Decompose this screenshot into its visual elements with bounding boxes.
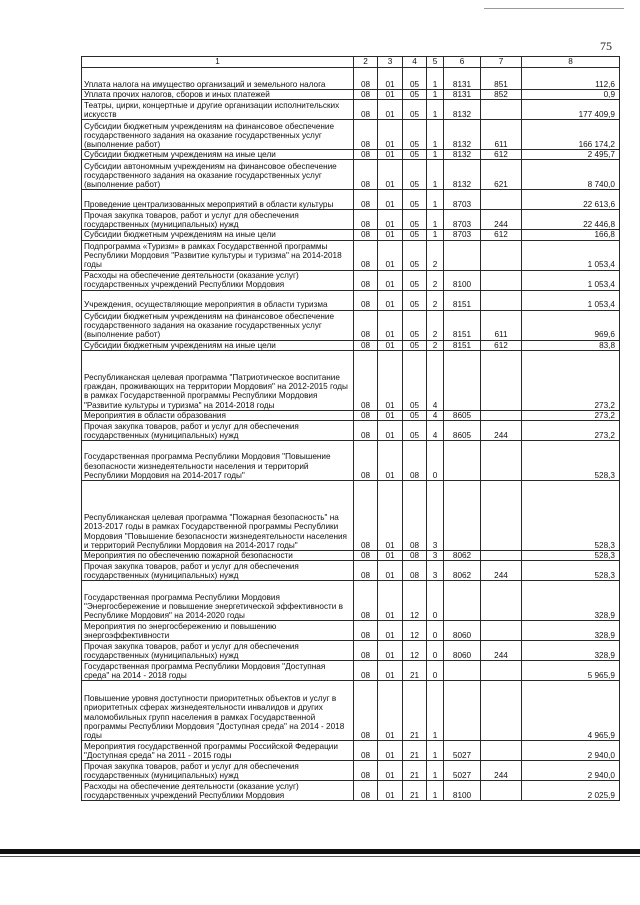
subsection-code-cell: 01	[378, 761, 403, 781]
row-name-cell: Прочая закупка товаров, работ и услуг для обеспечения государственных (муниципальных) нужд	[82, 561, 354, 581]
expense-type-code-cell: 851	[481, 68, 522, 90]
table-row	[82, 421, 620, 441]
target-item-code-cell: 8151	[444, 290, 481, 310]
subprogram-code-cell: 3	[427, 481, 444, 551]
program-code-cell: 08	[403, 441, 427, 481]
program-code-cell: 05	[403, 421, 427, 441]
row-name-cell: Мероприятия государственной программы Российской Федерации "Доступная среда" на 2011 - 2015 годы	[82, 741, 354, 761]
section-code-cell: 08	[354, 190, 378, 210]
target-item-code-cell	[444, 481, 481, 551]
table-row	[82, 100, 620, 120]
target-item-code-cell: 5027	[444, 761, 481, 781]
section-code-cell: 08	[354, 230, 378, 240]
row-name-cell: Субсидии бюджетным учреждениям на иные цели	[82, 150, 354, 160]
expense-type-code-cell	[481, 781, 522, 801]
subsection-code-cell: 01	[378, 68, 403, 90]
subprogram-code-cell: 1	[427, 160, 444, 190]
expense-type-code-cell: 244	[481, 561, 522, 581]
program-code-cell: 05	[403, 310, 427, 340]
expense-type-code-cell	[481, 741, 522, 761]
amount-cell: 328,9	[522, 641, 620, 661]
expense-type-code-cell: 244	[481, 210, 522, 230]
amount-cell: 166 174,2	[522, 120, 620, 150]
section-code-cell: 08	[354, 410, 378, 420]
amount-cell: 83,8	[522, 340, 620, 350]
target-item-code-cell: 8151	[444, 340, 481, 350]
target-item-code-cell: 8703	[444, 230, 481, 240]
program-code-cell: 12	[403, 621, 427, 641]
table-row	[82, 340, 620, 350]
section-code-cell: 08	[354, 120, 378, 150]
program-code-cell: 21	[403, 661, 427, 681]
subsection-code-cell: 01	[378, 160, 403, 190]
header-cell: 5	[427, 57, 444, 68]
header-cell: 2	[354, 57, 378, 68]
section-code-cell: 08	[354, 90, 378, 100]
header-cell: 4	[403, 57, 427, 68]
row-name-cell: Проведение централизованных мероприятий в области культуры	[82, 190, 354, 210]
table-row	[82, 310, 620, 340]
table-row	[82, 190, 620, 210]
subprogram-code-cell: 2	[427, 340, 444, 350]
row-name-cell: Мероприятия по энергосбережению и повышению энергоэффективности	[82, 621, 354, 641]
program-code-cell: 08	[403, 551, 427, 561]
subprogram-code-cell: 4	[427, 350, 444, 410]
amount-cell: 1 053,4	[522, 270, 620, 290]
expense-type-code-cell: 611	[481, 120, 522, 150]
table-row	[82, 551, 620, 561]
section-code-cell: 08	[354, 340, 378, 350]
row-name-cell: Прочая закупка товаров, работ и услуг для обеспечения государственных (муниципальных) нужд	[82, 210, 354, 230]
subsection-code-cell: 01	[378, 90, 403, 100]
row-name-cell: Уплата прочих налогов, сборов и иных платежей	[82, 90, 354, 100]
subsection-code-cell: 01	[378, 310, 403, 340]
expense-type-code-cell	[481, 100, 522, 120]
table-row	[82, 270, 620, 290]
section-code-cell: 08	[354, 421, 378, 441]
section-code-cell: 08	[354, 481, 378, 551]
program-code-cell: 05	[403, 100, 427, 120]
row-name-cell: Расходы на обеспечение деятельности (оказание услуг) государственных учреждений Республики Мордовия	[82, 781, 354, 801]
expense-type-code-cell: 612	[481, 150, 522, 160]
amount-cell: 1 053,4	[522, 290, 620, 310]
table-body	[82, 68, 620, 801]
amount-cell: 528,3	[522, 561, 620, 581]
table-row	[82, 410, 620, 420]
table-row	[82, 160, 620, 190]
expense-type-code-cell	[481, 410, 522, 420]
target-item-code-cell: 5027	[444, 741, 481, 761]
subsection-code-cell: 01	[378, 240, 403, 270]
section-code-cell: 08	[354, 681, 378, 741]
target-item-code-cell: 8100	[444, 781, 481, 801]
subprogram-code-cell: 1	[427, 761, 444, 781]
program-code-cell: 21	[403, 761, 427, 781]
expense-type-code-cell	[481, 240, 522, 270]
subprogram-code-cell: 3	[427, 561, 444, 581]
target-item-code-cell: 8100	[444, 270, 481, 290]
subprogram-code-cell: 0	[427, 441, 444, 481]
subprogram-code-cell: 3	[427, 551, 444, 561]
subprogram-code-cell: 1	[427, 210, 444, 230]
expense-type-code-cell: 244	[481, 641, 522, 661]
subprogram-code-cell: 0	[427, 581, 444, 621]
table-row	[82, 120, 620, 150]
target-item-code-cell: 8132	[444, 120, 481, 150]
expense-type-code-cell	[481, 681, 522, 741]
amount-cell: 4 965,9	[522, 681, 620, 741]
expense-type-code-cell: 244	[481, 421, 522, 441]
budget-table	[81, 56, 620, 801]
target-item-code-cell: 8703	[444, 190, 481, 210]
subprogram-code-cell: 2	[427, 270, 444, 290]
table-row	[82, 621, 620, 641]
expense-type-code-cell	[481, 621, 522, 641]
table-row	[82, 350, 620, 410]
section-code-cell: 08	[354, 240, 378, 270]
page-number: 75	[600, 39, 612, 53]
amount-cell: 2 940,0	[522, 761, 620, 781]
row-name-cell: Повышение уровня доступности приоритетных объектов и услуг в приоритетных сферах жизнедеятельности инвалидов и других маломобильных групп населения в рамках Государственной программы Республики Мордовия "Доступная среда" на 2014 - 2018 годы	[82, 681, 354, 741]
section-code-cell: 08	[354, 641, 378, 661]
subsection-code-cell: 01	[378, 190, 403, 210]
amount-cell: 273,2	[522, 421, 620, 441]
program-code-cell: 12	[403, 641, 427, 661]
target-item-code-cell: 8151	[444, 310, 481, 340]
program-code-cell: 08	[403, 481, 427, 551]
expense-type-code-cell: 244	[481, 761, 522, 781]
target-item-code-cell: 8060	[444, 641, 481, 661]
amount-cell: 273,2	[522, 350, 620, 410]
subprogram-code-cell: 2	[427, 290, 444, 310]
program-code-cell: 05	[403, 230, 427, 240]
section-code-cell: 08	[354, 561, 378, 581]
section-code-cell: 08	[354, 761, 378, 781]
row-name-cell: Расходы на обеспечение деятельности (оказание услуг) государственных учреждений Республики Мордовия	[82, 270, 354, 290]
row-name-cell: Республиканская целевая программа "Патриотическое воспитание граждан, проживающих на территории Мордовия" на 2012-2015 годы в рамках Государственной программы Республики Мордовия "Развитие культуры и туризма" на 2014-2018 годы	[82, 350, 354, 410]
program-code-cell: 05	[403, 410, 427, 420]
row-name-cell: Республиканская целевая программа "Пожарная безопасность" на 2013-2017 годы в рамках Государственной программы Республики Мордовия "Повышение безопасности жизнедеятельности населения и территорий Республики Мордовия на 2014-2017 годы"	[82, 481, 354, 551]
row-name-cell: Мероприятия по обеспечению пожарной безопасности	[82, 551, 354, 561]
amount-cell: 328,9	[522, 621, 620, 641]
program-code-cell: 21	[403, 781, 427, 801]
subsection-code-cell: 01	[378, 741, 403, 761]
target-item-code-cell: 8703	[444, 210, 481, 230]
amount-cell: 328,9	[522, 581, 620, 621]
amount-cell: 177 409,9	[522, 100, 620, 120]
expense-type-code-cell	[481, 441, 522, 481]
bottom-scan-line	[0, 856, 640, 857]
expense-type-code-cell: 621	[481, 160, 522, 190]
subsection-code-cell: 01	[378, 681, 403, 741]
subprogram-code-cell: 2	[427, 240, 444, 270]
row-name-cell: Прочая закупка товаров, работ и услуг для обеспечения государственных (муниципальных) нужд	[82, 761, 354, 781]
amount-cell: 112,6	[522, 68, 620, 90]
subprogram-code-cell: 1	[427, 230, 444, 240]
section-code-cell: 08	[354, 150, 378, 160]
expense-type-code-cell	[481, 661, 522, 681]
subprogram-code-cell: 4	[427, 421, 444, 441]
subprogram-code-cell: 1	[427, 90, 444, 100]
amount-cell: 528,3	[522, 481, 620, 551]
row-name-cell: Мероприятия в области образования	[82, 410, 354, 420]
row-name-cell: Государственная программа Республики Мордовия "Доступная среда" на 2014 - 2018 годы	[82, 661, 354, 681]
program-code-cell: 05	[403, 270, 427, 290]
program-code-cell: 21	[403, 741, 427, 761]
target-item-code-cell: 8131	[444, 90, 481, 100]
amount-cell: 1 053,4	[522, 240, 620, 270]
amount-cell: 2 940,0	[522, 741, 620, 761]
table-row	[82, 781, 620, 801]
row-name-cell: Прочая закупка товаров, работ и услуг для обеспечения государственных (муниципальных) нужд	[82, 421, 354, 441]
amount-cell: 5 965,9	[522, 661, 620, 681]
subsection-code-cell: 01	[378, 441, 403, 481]
subsection-code-cell: 01	[378, 230, 403, 240]
row-name-cell: Государственная программа Республики Мордовия "Энергосбережение и повышение энергетической эффективности в Республике Мордовия" на 2014-2020 годы	[82, 581, 354, 621]
table-row	[82, 741, 620, 761]
amount-cell: 8 740,0	[522, 160, 620, 190]
section-code-cell: 08	[354, 68, 378, 90]
table-row	[82, 210, 620, 230]
target-item-code-cell: 8605	[444, 410, 481, 420]
target-item-code-cell	[444, 661, 481, 681]
subsection-code-cell: 01	[378, 621, 403, 641]
table-row	[82, 230, 620, 240]
program-code-cell: 05	[403, 350, 427, 410]
subsection-code-cell: 01	[378, 270, 403, 290]
section-code-cell: 08	[354, 581, 378, 621]
subsection-code-cell: 01	[378, 551, 403, 561]
program-code-cell: 05	[403, 90, 427, 100]
subsection-code-cell: 01	[378, 481, 403, 551]
section-code-cell: 08	[354, 621, 378, 641]
row-name-cell: Субсидии автономным учреждениям на финансовое обеспечение государственного задания на оказание государственных услуг (выполнение работ)	[82, 160, 354, 190]
table-row	[82, 581, 620, 621]
amount-cell: 273,2	[522, 410, 620, 420]
target-item-code-cell: 8060	[444, 621, 481, 641]
table-row	[82, 150, 620, 160]
subsection-code-cell: 01	[378, 410, 403, 420]
program-code-cell: 05	[403, 68, 427, 90]
row-name-cell: Субсидии бюджетным учреждениям на финансовое обеспечение государственного задания на оказание государственных услуг (выполнение работ)	[82, 310, 354, 340]
amount-cell: 528,3	[522, 551, 620, 561]
section-code-cell: 08	[354, 160, 378, 190]
expense-type-code-cell	[481, 290, 522, 310]
expense-type-code-cell	[481, 581, 522, 621]
subprogram-code-cell: 1	[427, 781, 444, 801]
subsection-code-cell: 01	[378, 641, 403, 661]
row-name-cell: Субсидии бюджетным учреждениям на иные цели	[82, 340, 354, 350]
amount-cell: 22 613,6	[522, 190, 620, 210]
expense-type-code-cell: 852	[481, 90, 522, 100]
row-name-cell: Субсидии бюджетным учреждениям на финансовое обеспечение государственного задания на оказание государственных услуг (выполнение работ)	[82, 120, 354, 150]
subprogram-code-cell: 0	[427, 621, 444, 641]
program-code-cell: 05	[403, 210, 427, 230]
target-item-code-cell	[444, 240, 481, 270]
table-row	[82, 561, 620, 581]
target-item-code-cell: 8132	[444, 100, 481, 120]
amount-cell: 2 495,7	[522, 150, 620, 160]
table-row	[82, 661, 620, 681]
table-row	[82, 240, 620, 270]
target-item-code-cell: 8132	[444, 150, 481, 160]
row-name-cell: Театры, цирки, концертные и другие организации исполнительских искусств	[82, 100, 354, 120]
program-code-cell: 08	[403, 561, 427, 581]
section-code-cell: 08	[354, 781, 378, 801]
subsection-code-cell: 01	[378, 120, 403, 150]
program-code-cell: 05	[403, 160, 427, 190]
program-code-cell: 05	[403, 150, 427, 160]
subsection-code-cell: 01	[378, 421, 403, 441]
target-item-code-cell: 8132	[444, 160, 481, 190]
subprogram-code-cell: 1	[427, 741, 444, 761]
section-code-cell: 08	[354, 210, 378, 230]
target-item-code-cell	[444, 681, 481, 741]
expense-type-code-cell	[481, 350, 522, 410]
header-cell: 1	[82, 57, 354, 68]
top-rule	[484, 8, 624, 9]
section-code-cell: 08	[354, 350, 378, 410]
target-item-code-cell: 8605	[444, 421, 481, 441]
program-code-cell: 05	[403, 190, 427, 210]
expense-type-code-cell	[481, 481, 522, 551]
table-row	[82, 441, 620, 481]
header-cell: 7	[481, 57, 522, 68]
expense-type-code-cell	[481, 551, 522, 561]
table-row	[82, 290, 620, 310]
header-cell: 3	[378, 57, 403, 68]
program-code-cell: 05	[403, 240, 427, 270]
row-name-cell: Учреждения, осуществляющие мероприятия в области туризма	[82, 290, 354, 310]
expense-type-code-cell: 612	[481, 340, 522, 350]
amount-cell: 166,8	[522, 230, 620, 240]
program-code-cell: 21	[403, 681, 427, 741]
target-item-code-cell	[444, 441, 481, 481]
row-name-cell: Субсидии бюджетным учреждениям на иные цели	[82, 230, 354, 240]
amount-cell: 528,3	[522, 441, 620, 481]
table-row	[82, 681, 620, 741]
subsection-code-cell: 01	[378, 350, 403, 410]
expense-type-code-cell: 611	[481, 310, 522, 340]
subsection-code-cell: 01	[378, 781, 403, 801]
expense-type-code-cell	[481, 270, 522, 290]
program-code-cell: 05	[403, 340, 427, 350]
subprogram-code-cell: 0	[427, 661, 444, 681]
subprogram-code-cell: 2	[427, 310, 444, 340]
table-row	[82, 90, 620, 100]
section-code-cell: 08	[354, 100, 378, 120]
expense-type-code-cell	[481, 190, 522, 210]
subprogram-code-cell: 1	[427, 100, 444, 120]
row-name-cell: Прочая закупка товаров, работ и услуг для обеспечения государственных (муниципальных) нужд	[82, 641, 354, 661]
header-cell: 6	[444, 57, 481, 68]
subprogram-code-cell: 0	[427, 641, 444, 661]
amount-cell: 969,6	[522, 310, 620, 340]
subsection-code-cell: 01	[378, 581, 403, 621]
target-item-code-cell: 8062	[444, 551, 481, 561]
section-code-cell: 08	[354, 661, 378, 681]
subsection-code-cell: 01	[378, 150, 403, 160]
subsection-code-cell: 01	[378, 661, 403, 681]
expense-type-code-cell: 612	[481, 230, 522, 240]
subsection-code-cell: 01	[378, 340, 403, 350]
subprogram-code-cell: 1	[427, 681, 444, 741]
table-row	[82, 68, 620, 90]
program-code-cell: 05	[403, 120, 427, 150]
row-name-cell: Государственная программа Республики Мордовия "Повышение безопасности жизнедеятельности населения и территорий Республики Мордовия на 2014-2017 годы"	[82, 441, 354, 481]
target-item-code-cell: 8131	[444, 68, 481, 90]
section-code-cell: 08	[354, 441, 378, 481]
section-code-cell: 08	[354, 310, 378, 340]
amount-cell: 22 446,8	[522, 210, 620, 230]
subprogram-code-cell: 1	[427, 150, 444, 160]
table-row	[82, 481, 620, 551]
section-code-cell: 08	[354, 270, 378, 290]
header-cell: 8	[522, 57, 620, 68]
subsection-code-cell: 01	[378, 210, 403, 230]
subsection-code-cell: 01	[378, 290, 403, 310]
section-code-cell: 08	[354, 741, 378, 761]
subsection-code-cell: 01	[378, 100, 403, 120]
program-code-cell: 12	[403, 581, 427, 621]
target-item-code-cell: 8062	[444, 561, 481, 581]
amount-cell: 0,9	[522, 90, 620, 100]
row-name-cell: Уплата налога на имущество организаций и земельного налога	[82, 68, 354, 90]
subprogram-code-cell: 1	[427, 68, 444, 90]
program-code-cell: 05	[403, 290, 427, 310]
subprogram-code-cell: 1	[427, 190, 444, 210]
row-name-cell: Подпрограмма «Туризм» в рамках Государственной программы Республики Мордовия "Развитие культуры и туризма" на 2014-2018 годы	[82, 240, 354, 270]
table-header-row	[82, 57, 620, 68]
section-code-cell: 08	[354, 551, 378, 561]
amount-cell: 2 025,9	[522, 781, 620, 801]
subprogram-code-cell: 1	[427, 120, 444, 150]
bottom-scan-bar	[0, 849, 640, 854]
section-code-cell: 08	[354, 290, 378, 310]
target-item-code-cell	[444, 350, 481, 410]
subprogram-code-cell: 4	[427, 410, 444, 420]
table-row	[82, 641, 620, 661]
target-item-code-cell	[444, 581, 481, 621]
subsection-code-cell: 01	[378, 561, 403, 581]
table-row	[82, 761, 620, 781]
